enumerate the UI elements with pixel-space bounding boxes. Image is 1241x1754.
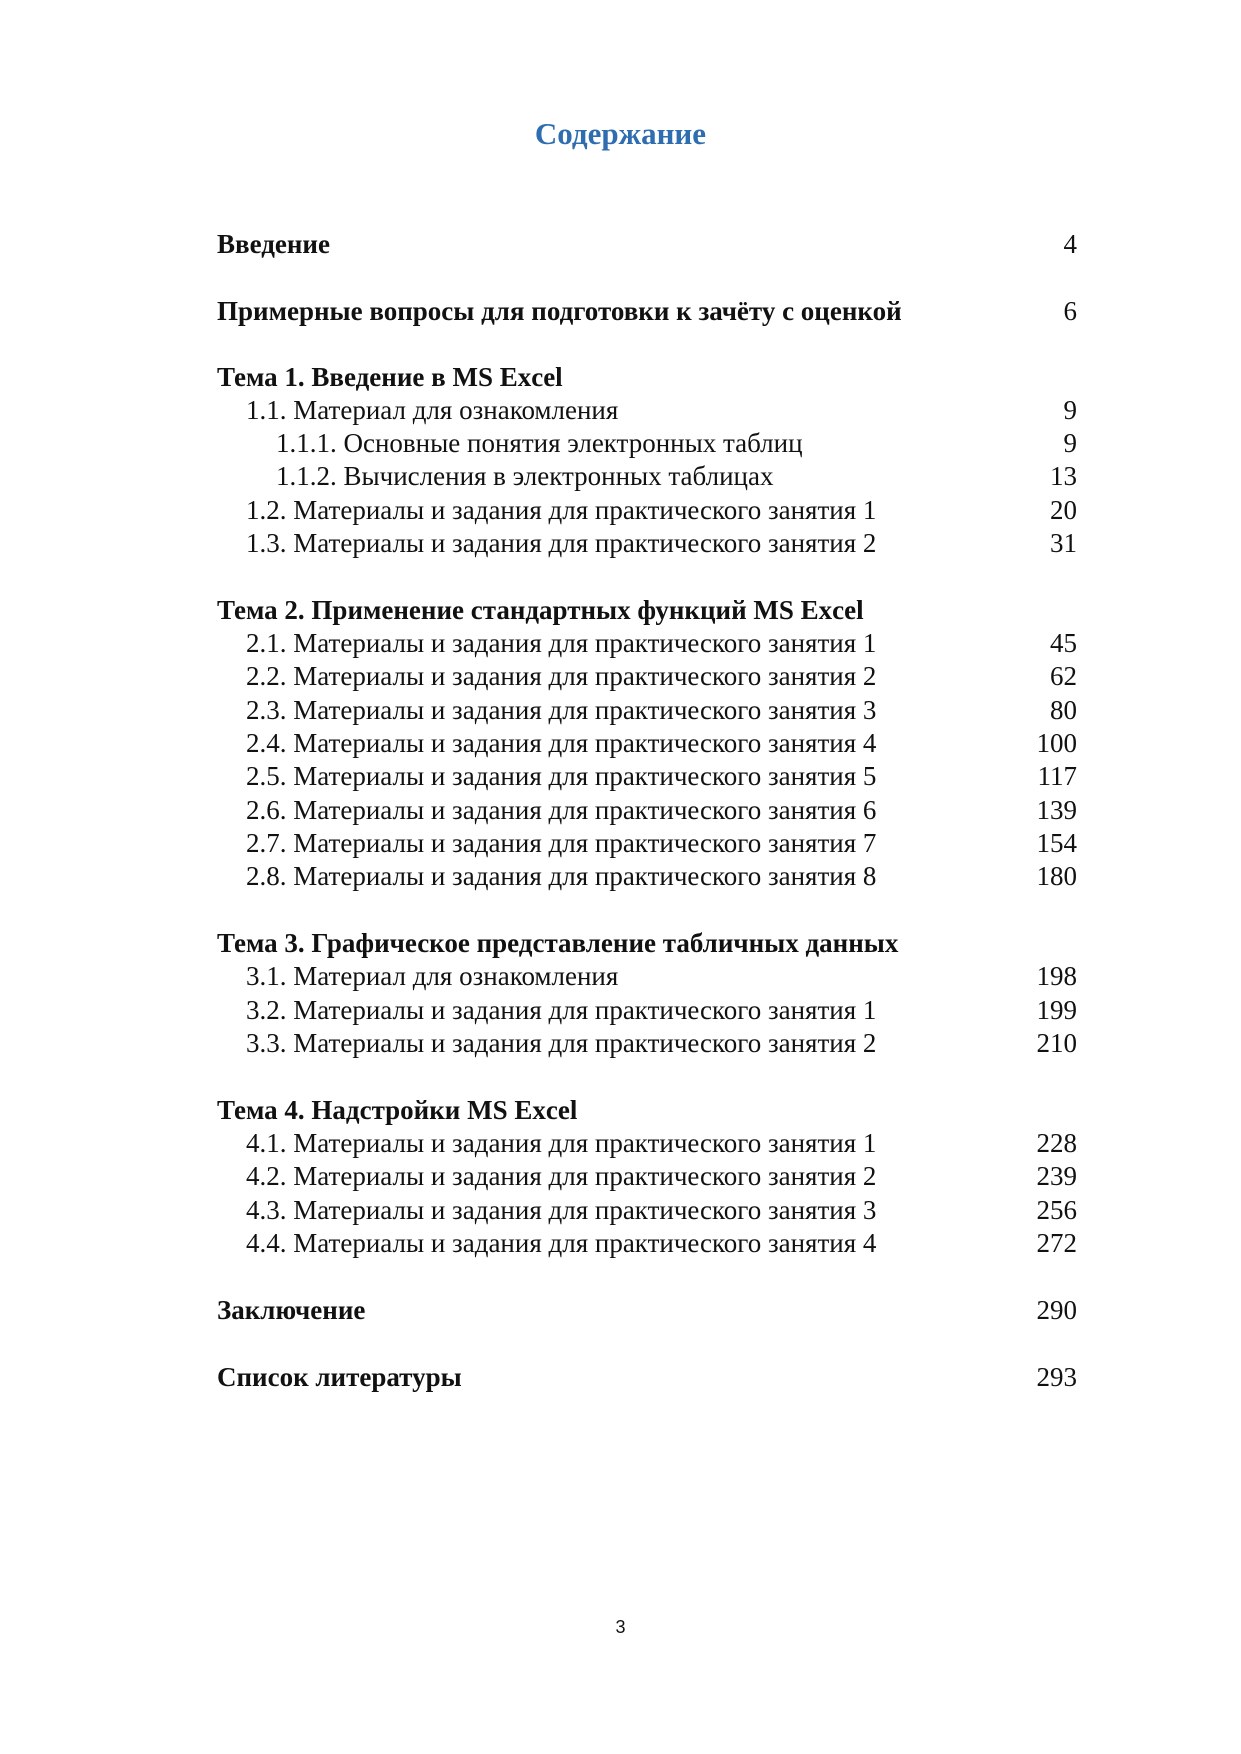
toc-entry[interactable] [217,960,1077,993]
toc-section-heading[interactable] [217,361,1077,394]
toc-entry-text: Заключение [217,1295,366,1325]
toc-entry[interactable] [217,860,1077,893]
toc-entry-page: 13 [1050,461,1077,491]
toc-entry-text: Примерные вопросы для подготовки к зачёту с оценкой [217,296,902,326]
toc-entry[interactable] [217,827,1077,860]
toc-entry[interactable] [217,794,1077,827]
toc-section-text: Тема 3. Графическое представление табличных данных [217,928,899,958]
toc-entry-page: 239 [1036,1161,1077,1191]
toc-section-heading[interactable] [217,1094,1077,1127]
toc-entry-text: 2.1. Материалы и задания для практического занятия 1 [246,628,877,658]
toc-entry[interactable] [217,627,1077,660]
toc-entry-text: 3.1. Материал для ознакомления [246,961,619,991]
toc-entry-page: 198 [1036,961,1077,991]
toc-entry-page: 210 [1036,1028,1077,1058]
toc-entry-page: 117 [1037,761,1077,791]
toc-entry-text: 3.2. Материалы и задания для практического занятия 1 [246,995,877,1025]
toc-entry-page: 228 [1036,1128,1077,1158]
toc-entry-text: 1.1.1. Основные понятия электронных таблиц [276,428,803,458]
toc-entry-text: 1.3. Материалы и задания для практического занятия 2 [246,528,877,558]
toc-entry-page: 31 [1050,528,1077,558]
toc-entry-page: 154 [1036,828,1077,858]
toc-entry-introduction[interactable] [217,228,1077,261]
toc-entry[interactable] [217,660,1077,693]
toc-entry-page: 62 [1050,661,1077,691]
toc-entry-text: 4.2. Материалы и задания для практического занятия 2 [246,1161,877,1191]
toc-entry-text: 2.7. Материалы и задания для практического занятия 7 [246,828,877,858]
toc-section-text: Тема 2. Применение стандартных функций MS Excel [217,595,864,625]
toc-entry[interactable] [217,427,1077,460]
toc-entry-text: 4.3. Материалы и задания для практического занятия 3 [246,1195,877,1225]
toc-section-text: Тема 1. Введение в MS Excel [217,362,563,392]
toc-entry[interactable] [217,760,1077,793]
toc-entry[interactable] [217,1027,1077,1060]
toc-entry-text: 1.1.2. Вычисления в электронных таблицах [276,461,774,491]
toc-entry-text: 4.1. Материалы и задания для практического занятия 1 [246,1128,877,1158]
page-title: Содержание [534,116,707,151]
toc-entry[interactable] [217,460,1077,493]
toc-section-text: Тема 4. Надстройки MS Excel [217,1095,578,1125]
toc-entry-text: 2.6. Материалы и задания для практического занятия 6 [246,795,877,825]
toc-entry[interactable] [217,727,1077,760]
toc-entry-text: Список литературы [217,1362,462,1392]
toc-section-heading[interactable] [217,594,1077,627]
toc-entry[interactable] [217,494,1077,527]
toc-entry[interactable] [217,694,1077,727]
toc-entry-page: 139 [1036,795,1077,825]
toc-entry[interactable] [217,1227,1077,1260]
toc-entry-page: 272 [1036,1228,1077,1258]
toc-entry-text: Введение [217,229,330,259]
toc-entry-bibliography[interactable] [217,1361,1077,1394]
toc-entry-page: 290 [1036,1295,1077,1325]
toc-entry-text: 1.1. Материал для ознакомления [246,395,619,425]
toc-entry[interactable] [217,1194,1077,1227]
toc-entry-page: 256 [1036,1195,1077,1225]
toc-entry-page: 199 [1036,995,1077,1025]
toc-entry-text: 3.3. Материалы и задания для практического занятия 2 [246,1028,877,1058]
toc-entry-page: 9 [1063,428,1077,458]
toc-entry-page: 4 [1063,229,1077,259]
toc-entry-page: 100 [1036,728,1077,758]
toc-entry-text: 2.3. Материалы и задания для практического занятия 3 [246,695,877,725]
toc-entry-page: 9 [1063,395,1077,425]
toc-entry-text: 2.2. Материалы и задания для практического занятия 2 [246,661,877,691]
toc-entry-text: 2.5. Материалы и задания для практического занятия 5 [246,761,877,791]
page-number: 3 [615,1617,626,1637]
toc-entry-conclusion[interactable] [217,1294,1077,1327]
toc-entry-page: 293 [1036,1362,1077,1392]
toc-entry-page: 6 [1063,296,1077,326]
toc-entry-page: 45 [1050,628,1077,658]
toc-entry-page: 180 [1036,861,1077,891]
toc-entry[interactable] [217,394,1077,427]
toc-section-heading[interactable] [217,927,1077,960]
toc-entry-page: 80 [1050,695,1077,725]
toc-entry-text: 2.8. Материалы и задания для практического занятия 8 [246,861,877,891]
toc-entry-text: 4.4. Материалы и задания для практического занятия 4 [246,1228,877,1258]
toc-entry-exam-questions[interactable] [217,295,1077,328]
toc-entry-page: 20 [1050,495,1077,525]
toc-entry[interactable] [217,1160,1077,1193]
toc-entry[interactable] [217,527,1077,560]
toc-entry-text: 1.2. Материалы и задания для практического занятия 1 [246,495,877,525]
toc-entry[interactable] [217,1127,1077,1160]
toc-entry[interactable] [217,994,1077,1027]
toc-entry-text: 2.4. Материалы и задания для практического занятия 4 [246,728,877,758]
